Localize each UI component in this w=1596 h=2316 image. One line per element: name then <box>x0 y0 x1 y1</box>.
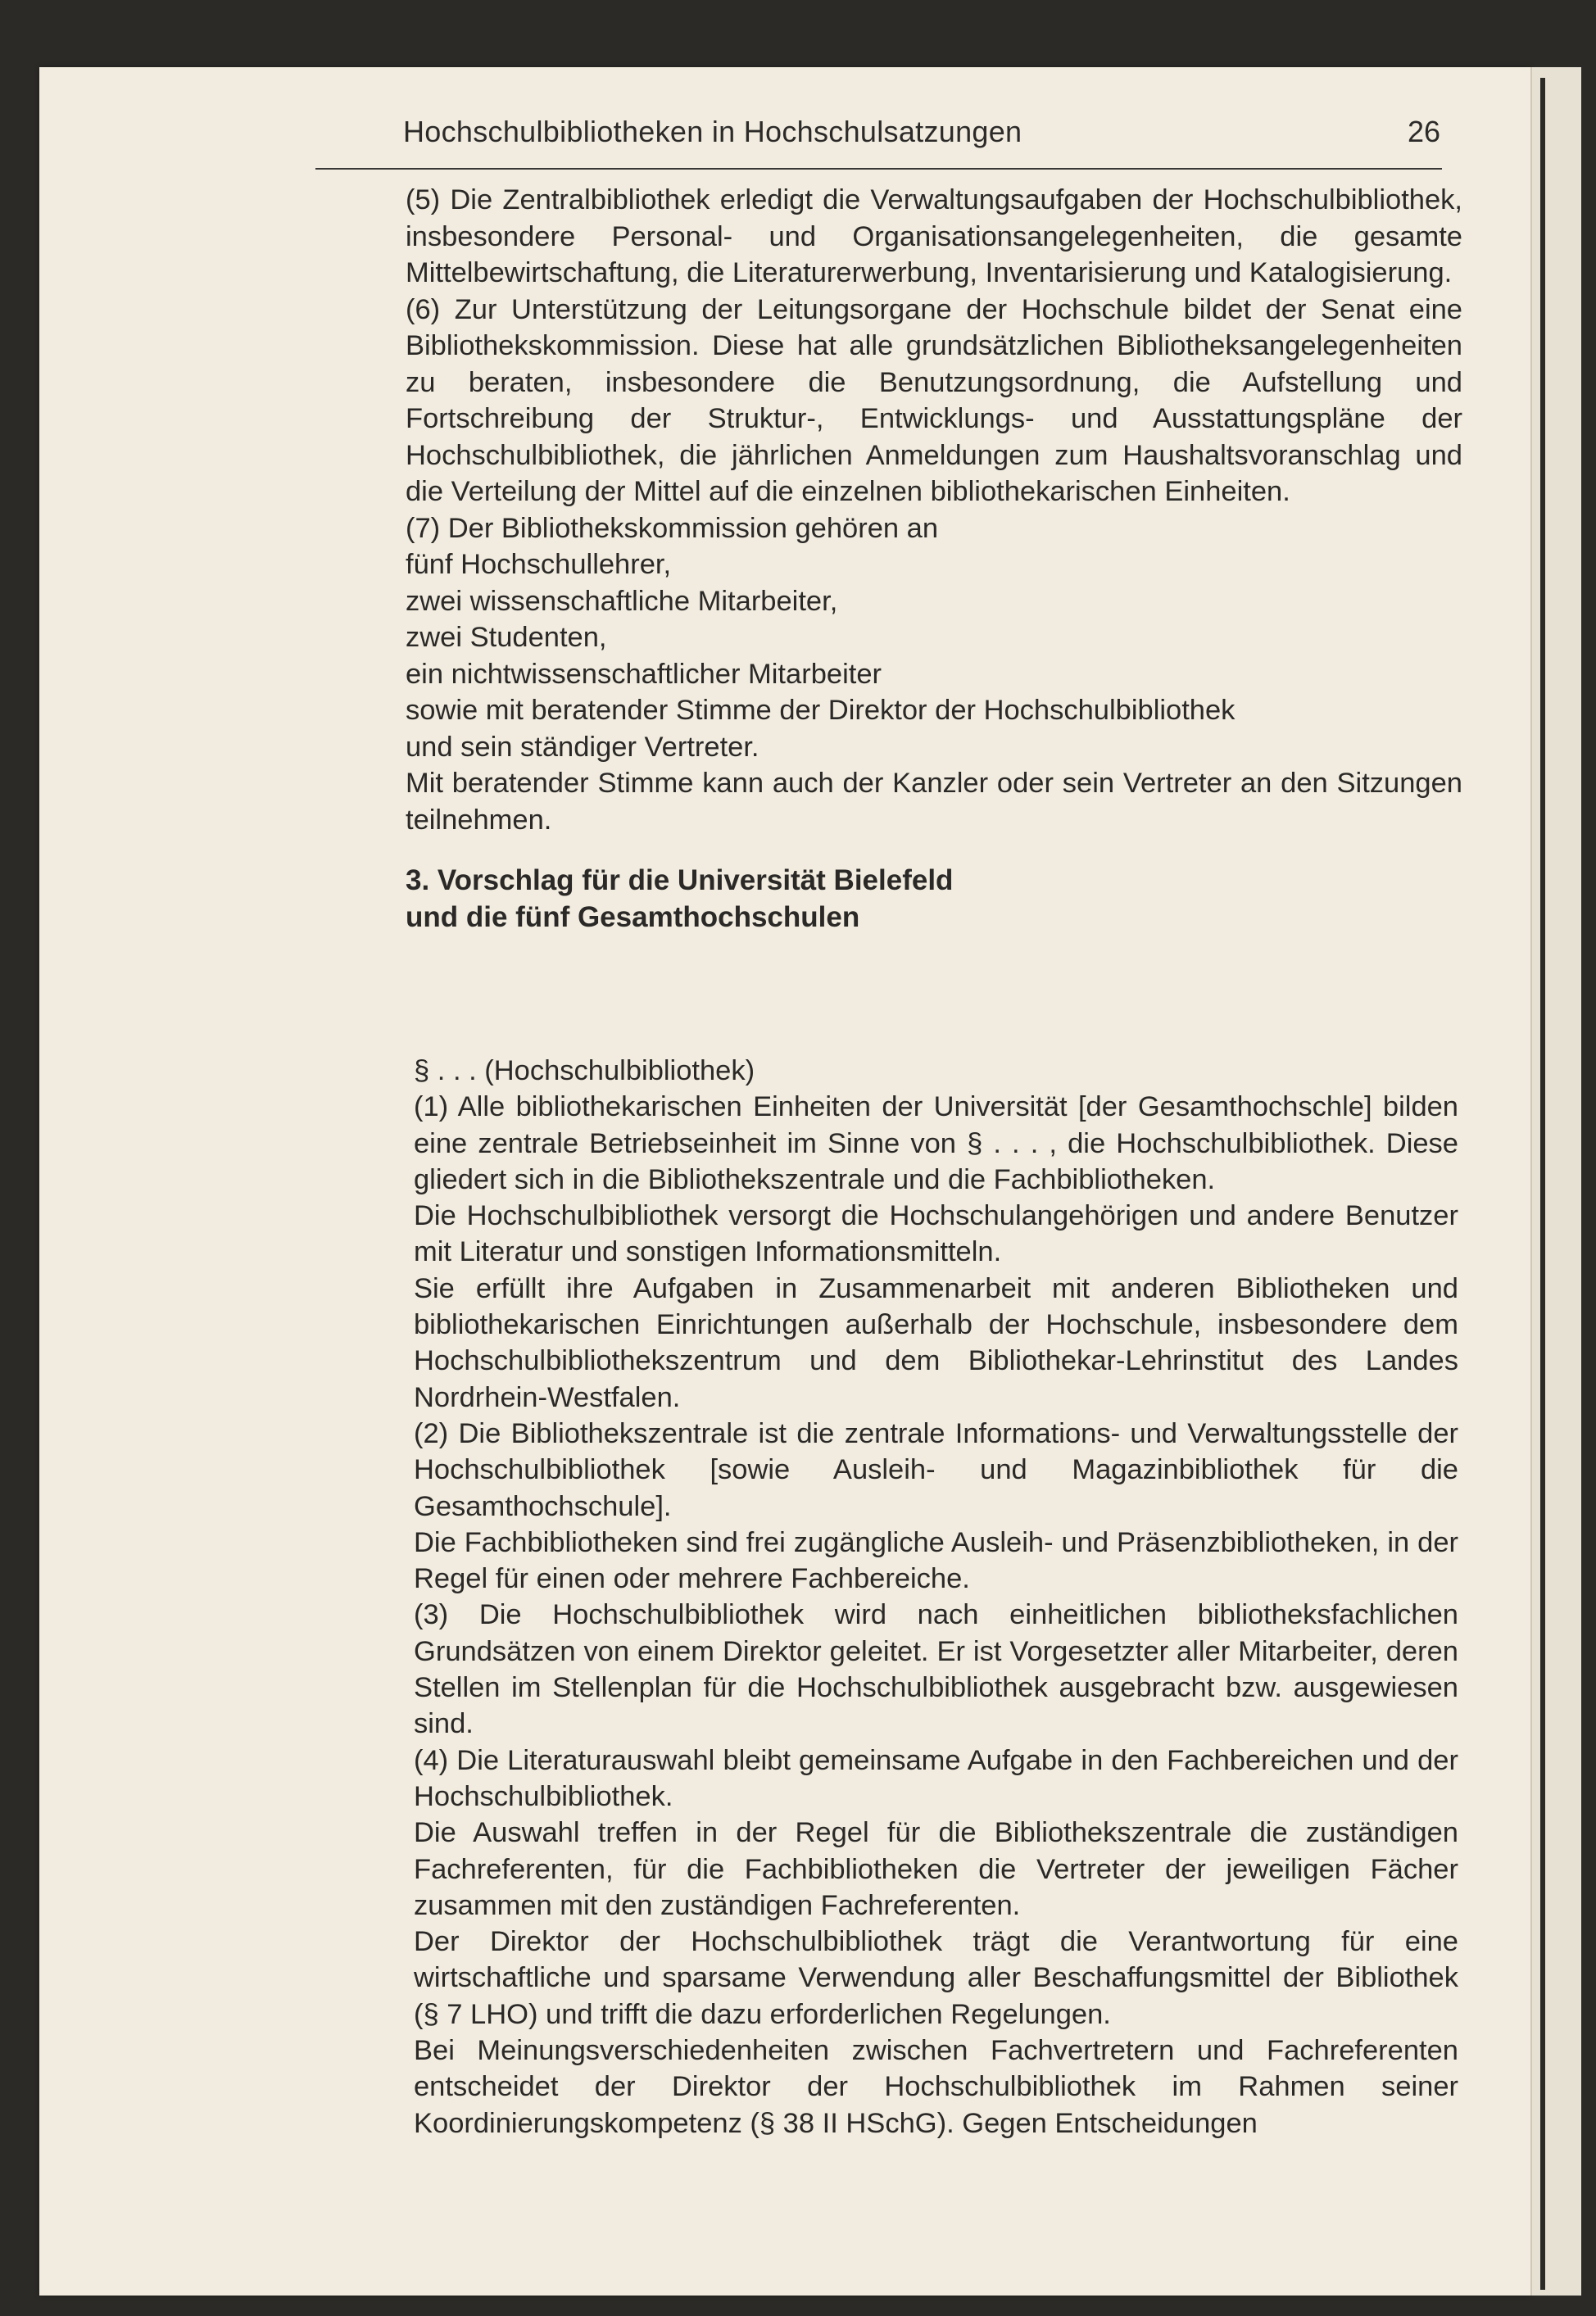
page-number: 26 <box>1408 115 1441 148</box>
section-top-text <box>406 182 1462 936</box>
adjacent-page-edge <box>1530 67 1581 2296</box>
section-heading-line1: 3. Vorschlag für die Universität Bielefeld <box>406 864 954 896</box>
paragraph: Die Hochschulbibliothek versorgt die Hochschulangehörigen und andere Benutzer mit Literatur und sonstigen Informationsmitteln. <box>414 1200 1458 1268</box>
list-line: ein nichtwissenschaftlicher Mitarbeiter <box>406 658 882 690</box>
list-line: und sein ständiger Vertreter. <box>406 731 759 763</box>
paragraph: Sie erfüllt ihre Aufgaben in Zusammenarbeit mit anderen Bibliotheken und bibliothekarischen Einrichtungen außerhalb der Hochschule, insbesondere dem Hochschulbibliothekszentrum und dem Bibliothekar-Lehrinstitut des Landes Nordrhein-Westfalen. <box>414 1272 1458 1413</box>
paragraph-7-end: Mit beratender Stimme kann auch der Kanzler oder sein Vertreter an den Sitzungen teilnehmen. <box>406 768 1462 836</box>
header-rule <box>315 168 1442 170</box>
running-header: Hochschulbibliotheken in Hochschulsatzungen <box>403 115 1022 148</box>
list-line: sowie mit beratender Stimme der Direktor der Hochschulbibliothek <box>406 695 1236 726</box>
paragraph: Die Auswahl treffen in der Regel für die Bibliothekszentrale die zuständigen Fachreferenten, für die Fachbibliotheken die Vertreter der jeweiligen Fächer zusammen mit den zuständigen Fachreferenten. <box>414 1817 1458 1921</box>
paragraph: (2) Die Bibliothekszentrale ist die zentrale Informations- und Verwaltungsstelle der Hochschulbibliothek [sowie Ausleih- und Magazinbibliothek für die Gesamthochschule]. <box>414 1417 1458 1522</box>
paragraph: Der Direktor der Hochschulbibliothek trägt die Verantwortung für eine wirtschaftliche und sparsame Verwendung aller Beschaffungsmittel der Bibliothek (§ 7 LHO) und trifft die dazu erforderlichen Regelungen. <box>414 1926 1458 2030</box>
list-line: fünf Hochschullehrer, <box>406 549 672 580</box>
paragraph: Die Fachbibliotheken sind frei zugängliche Ausleih- und Präsenzbibliotheken, in der Regel für einen oder mehrere Fachbereiche. <box>414 1526 1458 1595</box>
paragraph-5: (5) Die Zentralbibliothek erledigt die Verwaltungsaufgaben der Hochschulbibliothek, insbesondere Personal- und Organisationsangelegenheiten, die gesamte Mittelbewirtschaftung, die Literaturerwerbung, Inventarisierung und Katalogisierung. <box>406 184 1462 288</box>
section-heading-line2: und die fünf Gesamthochschulen <box>406 900 860 933</box>
paragraph-7-list <box>406 510 1462 766</box>
paragraph: (4) Die Literaturauswahl bleibt gemeinsame Aufgabe in den Fachbereichen und der Hochschulbibliothek. <box>414 1744 1458 1812</box>
paragraph-title: § . . . (Hochschulbibliothek) <box>414 1055 755 1086</box>
list-line: zwei Studenten, <box>406 622 607 653</box>
page-binding-gap <box>1540 78 1545 2290</box>
paragraph: Bei Meinungsverschiedenheiten zwischen Fachvertretern und Fachreferenten entscheidet der Direktor der Hochschulbibliothek im Rahmen seiner Koordinierungskompetenz (§ 38 II HSchG). Gegen Entscheidungen <box>414 2035 1458 2139</box>
paragraph: (3) Die Hochschulbibliothek wird nach einheitlichen bibliotheksfachlichen Grundsätzen von einem Direktor geleitet. Er ist Vorgesetzter aller Mitarbeiter, deren Stellen im Stellenplan für die Hochschulbibliothek ausgebracht bzw. ausgewiesen sind. <box>414 1599 1458 1740</box>
list-line: zwei wissenschaftliche Mitarbeiter, <box>406 585 838 617</box>
paragraph-6: (6) Zur Unterstützung der Leitungsorgane der Hochschule bildet der Senat eine Bibliothekskommission. Diese hat alle grundsätzlichen Bibliotheksangelegenheiten zu beraten, insbesondere die Benutzungsordnung, die Aufstellung und Fortschreibung der Struktur-, Entwicklungs- und Ausstattungspläne der Hochschulbibliothek, die jährlichen Anmeldungen zum Haushaltsvoranschlag und die Verteilung der Mittel auf die einzelnen bibliothekarischen Einheiten. <box>406 293 1462 507</box>
paragraph: (1) Alle bibliothekarischen Einheiten der Universität [der Gesamthochschle] bilden eine zentrale Betriebseinheit im Sinne von § . . . , die Hochschulbibliothek. Diese gliedert sich in die Bibliothekszentrale und die Fachbibliotheken. <box>414 1091 1458 1195</box>
section-bottom-text <box>414 1053 1458 2142</box>
list-line: (7) Der Bibliothekskommission gehören an <box>406 512 939 544</box>
